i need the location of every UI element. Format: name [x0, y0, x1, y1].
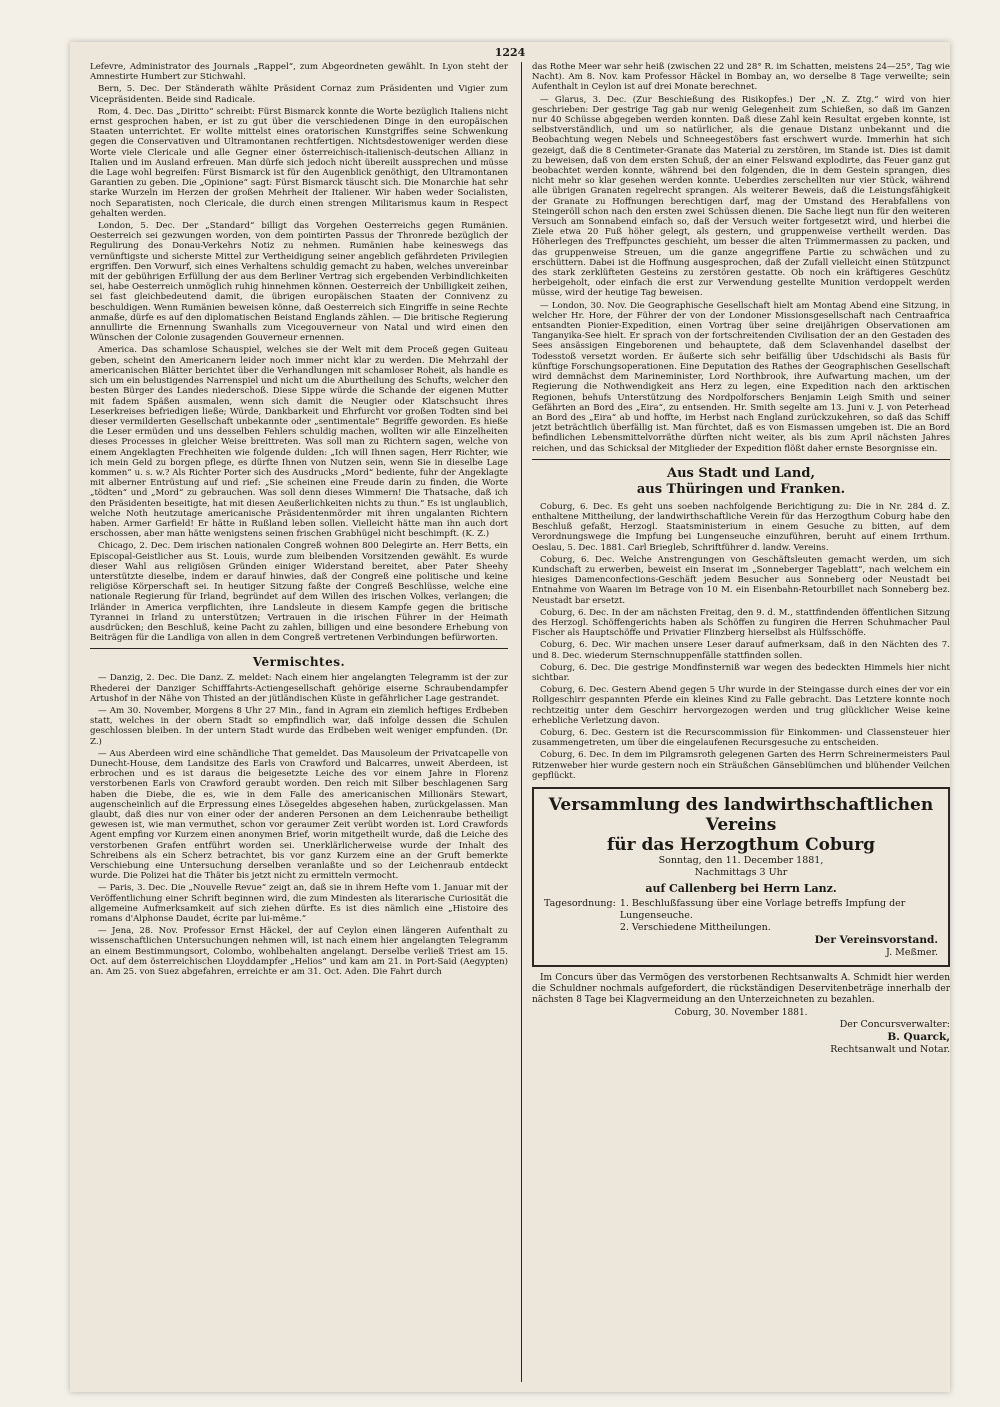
article-agram: — Am 30. November, Morgens 8 Uhr 27 Min., fand in Agram ein ziemlich heftiges Erdbeben statt, welches in der obern Stadt so empfindlich war, daß infolge dessen die Schulen geschlossen bleiben. In der untern Stadt wurde das Erdbeben weit weniger empfunden. (Dr. Z.) [90, 705, 508, 747]
article-bern: Bern, 5. Dec. Der Ständerath wählte Präsident Cornaz zum Präsidenten und Vigier zum Vicepräsidenten. Beide sind Radicale. [90, 84, 508, 105]
ad-signature-role: Der Vereinsvorstand. [814, 934, 938, 946]
meeting-advertisement [532, 787, 950, 967]
ad-date: Sonntag, den 11. December 1881, [658, 855, 824, 866]
article-haeckel-cont: das Rothe Meer war sehr heiß (zwischen 22 und 28° R. im Schatten, meistens 24—25°, Tag wie Nacht). Am 8. Nov. kam Professor Häckel in Bombay an, wo derselbe 8 Tage verweilte; sein Aufenthalt in Ceylon ist auf drei Monate berechnet. [532, 62, 950, 93]
vermischtes-heading: Vermischtes. [252, 655, 346, 670]
ad-agenda-items [620, 898, 938, 934]
ad-time: Nachmittags 3 Uhr [694, 867, 788, 878]
notice-text: Im Concurs über das Vermögen des verstorbenen Rechtsanwalts A. Schmidt hier werden die Schuldner nochmals aufgefordert, die rückständigen Deservitenbeträge innerhalb der nächsten 8 Tage bei Klagvermeidung an den Unterzeichneten zu bezahlen. [532, 973, 950, 1005]
ad-title-line1: Versammlung des landwirthschaftlichen Vereins [548, 795, 934, 835]
local-news-heading [532, 466, 950, 498]
ad-agenda [544, 898, 938, 934]
left-column [90, 62, 508, 1382]
section-divider [532, 459, 950, 460]
notice-date: Coburg, 30. November 1881. [674, 1008, 808, 1018]
article-rom: Rom, 4. Dec. Das „Diritto“ schreibt: Fürst Bismarck konnte die Worte bezüglich Italiens nicht ernst gesprochen haben, er ist zu gut über die verschiedenen Dinge in den europäischen Staaten unterrichtet. Er wollte mittelst eines oratorischen Kunstgriffes seine Schwenkung gegen die Conservativen und Ultramontanen rechtfertigen. Nichtsdestoweniger werden diese Worte viele Clericale und alle Gegner einer österreichisch-italienisch-deutschen Allianz in Italien und im Ausland erfreuen. Man dürfe sich jedoch nicht übereilt aussprechen und müsse die Lage wohl begreifen: Fürst Bismarck ist für den Augenblick genöthigt, den Ultramontanen Garantien zu geben. Die „Opinione“ sagt: Fürst Bismarck täuscht sich. Die Monarchie hat sehr starke Wurzeln im Herzen der großen Mehrheit der Italiener. Wir haben weder Socialisten, noch Separatisten, noch Clericale, die durch einen strengen Militarismus kaum in Respect gehalten werden. [90, 106, 508, 219]
local-news-item: Coburg, 6. Dec. In dem im Pilgramsroth gelegenen Garten des Herrn Schreinermeisters Paul Ritzenweber hier wurde gestern noch ein Sträußchen Gänseblümchen und blühender Veilchen gepflückt. [532, 750, 950, 781]
article-lefevre: Lefevre, Administrator des Journals „Rappel“, zum Abgeordneten gewählt. In Lyon steht der Amnestirte Humbert zur Stichwahl. [90, 62, 508, 83]
local-news-item: Coburg, 6. Dec. In der am nächsten Freitag, den 9. d. M., stattfindenden öffentlichen Sitzung des Herzogl. Schöffengerichts haben als Schöffen zu fungiren die Herren Schuhmacher Paul Fischer als Hauptschöffe und Privatier Flinzberg hierselbst als Hülfsschöffe. [532, 607, 950, 639]
local-news-heading-line2: aus Thüringen und Franken. [636, 481, 846, 497]
local-news-item: Coburg, 6. Dec. Die gestrige Mondfinsterniß war wegen des bedeckten Himmels hier nicht sichtbar. [532, 662, 950, 683]
ad-signature [544, 934, 938, 959]
local-news-item: Coburg, 6. Dec. Welche Anstrengungen von Geschäftsleuten gemacht werden, um sich Kundschaft zu erwerben, beweist ein Inserat im „Sonneberger Tageblatt“, nach welchem ein hiesiges Damenconfections-Geschäft jedem Besucher aus Sonneberg oder Neustadt bei Entnahme von Waaren im Betrage von 10 M. ein Eisenbahn-Retourbillet nach Sonneberg bez. Neustadt bar ersetzt. [532, 554, 950, 606]
column-divider [521, 62, 522, 1382]
section-divider [90, 648, 508, 649]
ad-title-line2: für das Herzogthum Coburg [606, 835, 876, 855]
local-news-item: Coburg, 6. Dec. Wir machen unsere Leser darauf aufmerksam, daß in den Nächten des 7. und 8. Dec. wiederum Sternschnuppenfälle stattfinden sollen. [532, 640, 950, 661]
ad-place: auf Callenberg bei Herrn Lanz. [645, 882, 837, 895]
article-london-geo: — London, 30. Nov. Die Geographische Gesellschaft hielt am Montag Abend eine Sitzung, in welcher Hr. Hore, der Führer der von der Londoner Missionsgesellschaft nach Centraafrica entsandten Pionier-Expedition, einen Vortrag über seine dreijährigen Observationen am Tanganyika-See hielt. Er sprach von der fortschreitenden Civilisation der an den Gestaden des Sees ansässigen Eingeborenen und behauptete, daß dem Sclavenhandel daselbst der Todesstoß versetzt worden. Er äußerte sich sehr beifällig über Udschidschi als Basis für künftige Forschungsoperationen. Eine Deputation des Rathes der Geographischen Gesellschaft wird demnächst dem Marineminister, Lord Northbrook, ihre Aufwartung machen, um der Regierung die Nothwendigkeit ans Herz zu legen, eine Expedition nach den arktischen Regionen, behufs Unterstützung des Nordpolforschers Benjamin Leigh Smith und seiner Gefährten an Bord des „Eira“, zu entsenden. Hr. Smith segelte am 13. Juni v. J. von Peterhead an Bord des „Eira“ ab und hoffte, im Herbst nach England zurückzukehren, so daß das Schiff jetzt beträchtlich überfällig ist. Man fürchtet, daß es von Eismassen umgeben ist. Die an Bord befindlichen Lebensmittelvorräthe dürften nicht weiter, als bis zum April nächsten Jahres reichen, und das Schicksal der Mitglieder der Expedition flößt daher ernste Besorgnisse ein. [532, 300, 950, 454]
notice-signature [532, 1019, 950, 1056]
article-jena: — Jena, 28. Nov. Professor Ernst Häckel, der auf Ceylon einen längeren Aufenthalt zu wissenschaftlichen Untersuchungen nehmen will, ist nach einem hier angelangten Telegramm an einem Bestimmungsort, Colombo, wohlbehalten angelangt. Derselbe verließ Triest am 15. Oct. auf dem österreichischen Lloyddampfer „Helios“ und kam am 21. in Port-Said (Aegypten) an. Am 25. von Suez abgefahren, erreichte er am 31. Oct. Aden. Die Fahrt durch [90, 926, 508, 978]
notice-title: Rechtsanwalt und Notar. [830, 1044, 950, 1055]
notice-role: Der Concursverwalter: [839, 1019, 950, 1030]
ad-agenda-item: 1. Beschlußfassung über eine Vorlage betreffs Impfung der Lungenseuche. [619, 898, 906, 921]
newspaper-page [70, 42, 950, 1392]
ad-agenda-item: 2. Verschiedene Mittheilungen. [619, 922, 771, 933]
article-aberdeen: — Aus Aberdeen wird eine schändliche That gemeldet. Das Mausoleum der Privatcapelle von Dunecht-House, dem Landsitze des Earls von Crawford und Balcarres, unweit Aberdeen, ist erbrochen und es ist daraus die beigesetzte Leiche des vor einem Jahre in Florenz verstorbenen Earls von Crawford geraubt worden. Den reich mit Silber beschlagenen Sarg haben die Diebe, die es, wie in dem Falle des americanischen Millionärs Stewart, augenscheinlich auf die Erpressung eines Lösegeldes abgesehen haben, zurückgelassen. Man glaubt, daß dies nur von einer oder der anderen Personen an dem Leichenraube betheiligt gewesen ist, wie man vermuthet, schon vor geraumer Zeit verübt worden ist. Lord Crawfords Agent empfing vor Kurzem einen anonymen Brief, worin mitgetheilt wurde, daß die Leiche des verstorbenen Grafen entführt worden sei. Unerklärlicherweise wurde der Inhalt des Schreibens als ein Scherz betrachtet, bis vor ganz Kurzem eine an der Gruft bemerkte Verschiebung eine Untersuchung derselben veranlaßte und so der Leichenraub entdeckt wurde. Die Polizei hat die Thäter bis jetzt nicht zu ermitteln vermocht. [90, 748, 508, 882]
local-news-heading-line1: Aus Stadt und Land, [667, 465, 815, 481]
article-london: London, 5. Dec. Der „Standard“ billigt das Vorgehen Oesterreichs gegen Rumänien. Oesterreich sei gezwungen worden, von dem pointirten Passus der Thronrede bezüglich der Regulirung des Donau-Verkehrs Notiz zu nehmen. Rumänien habe keineswegs das vernünftigste und sicherste Mittel zur Vertheidigung seiner angeblich gefährdeten Privilegien ergriffen. Den Vorwurf, sich eines Verhaltens schuldig gemacht zu haben, welches unvereinbar mit der gebührigen Erfüllung der aus dem Berliner Vertrag sich ergebenden Verbindlichkeiten sei, habe Oesterreich unmöglich ruhig hinnehmen können. Oesterreich der Unbilligkeit zeihen, sei fast gleichbedeutend damit, die übrigen europäischen Staaten der Connivenz zu beschuldigen. Wenn Rumänien beweisen könne, daß Oesterreich sich Eingriffe in seine Rechte anmaße, dürfe es auf den diplomatischen Beistand Englands zählen. — Die britische Regierung annullirte die Ernennung Swanhalls zum Vicegouverneur von Natal und wird einen den Wünschen der Colonie zusagenden Gouverneur ernennen. [90, 221, 508, 344]
notice-name: B. Quarck, [887, 1031, 950, 1043]
article-glarus: — Glarus, 3. Dec. (Zur Beschießung des Risikopfes.) Der „N. Z. Ztg.“ wird von hier geschrieben: Der gestrige Tag gab nur wenig Gelegenheit zum Schießen, so daß im Ganzen nur 40 Schüsse abgegeben werden konnten. Daß diese Zahl kein Resultat ergeben konnte, ist selbstverständlich, und um so natürlicher, als die genaue Distanz unbekannt und die Beobachtung wegen Nebels und Schneegestöbers fast erschwert wurde. Immerhin hat sich gezeigt, daß die 8 Centimeter-Granate das Material zu zerstören, im Stande ist. Dies ist damit zu beweisen, daß von dem ersten Schuß, der an einer Felswand explodirte, das Feuer ganz gut beobachtet werden konnte, während bei den folgenden, die in dem Gestein sprangen, dies nicht mehr so klar gesehen werden konnte. Ueberdies zerschellten nur vier Stück, während alle übrigen Granaten regelrecht sprangen. Als weiterer Beweis, daß die Leistungsfähigkeit der Granate zu Hoffnungen berechtigen darf, mag der Umstand des Herabfallens von Steingeröll schon nach den ersten zwei Schüssen dienen. Die Sache liegt nun für den weiteren Versuch am Sonnabend einfach so, daß der Versuch weiter fortgesetzt wird, und hierbei die Ziele etwa 20 Fuß höher gelegt, als gestern, und gruppenweise vertheilt werden. Das Höherlegen des Treffpunctes geschieht, um besser die alten Trümmermassen zu packen, und das gruppenweise Streuen, um die ganze angegriffene Partie zu schwächen und zu erschüttern. Dabei ist die Hoffnung ausgesprochen, daß der Zufall vielleicht einen Stützpunct des stark zerklüfteten Gesteins zu zerstören gestatte. Ob noch ein kräftigeres Geschütz herbeigeholt, oder einfach die erst zur Verwendung gestellte Munition verdoppelt werden müsse, wird der heutige Tag beweisen. [532, 94, 950, 299]
local-news-item: Coburg, 6. Dec. Gestern ist die Recurscommission für Einkommen- und Classensteuer hier zusammengetreten, um über die eingelaufenen Recursgesuche zu entscheiden. [532, 727, 950, 749]
ad-agenda-label: Tagesordnung: [544, 898, 616, 909]
local-news-item: Coburg, 6. Dec. Es geht uns soeben nachfolgende Berichtigung zu: Die in Nr. 284 d. Z. enthaltene Mittheilung, der landwirthschaftliche Verein für das Herzogthum Coburg habe den Beschluß gefaßt, Herzogl. Staatsministerium in einem Gesuche zu bitten, auf dem Verordnungswege die Impfung bei Lungenseuche einzuführen, beruht auf einem Irrthum. Oeslau, 5. Dec. 1881. Carl Briegleb, Schriftführer d. landw. Vereins. [532, 501, 950, 553]
ad-signature-name: J. Meßmer. [886, 947, 938, 958]
page-number: 1224 [494, 46, 526, 59]
article-paris: — Paris, 3. Dec. Die „Nouvelle Revue“ zeigt an, daß sie in ihrem Hefte vom 1. Januar mit der Veröffentlichung einer Schrift beginnen wird, die zum Mindesten als literarische Curiosität die allgemeine Aufmerksamkeit auf sich ziehen dürfte. Es ist dies nämlich eine „Histoire des romans d'Alphonse Daudet, écrite par lui-même.“ [90, 883, 508, 925]
article-america: America. Das schamlose Schauspiel, welches sie der Welt mit dem Proceß gegen Guiteau geben, scheint den Americanern leider noch immer nicht klar zu werden. Die Mehrzahl der americanischen Blätter berichtet über die Verhandlungen mit schamloser Roheit, als handle es sich um ein belustigendes Narrenspiel und nicht um die Aburtheilung des Schufts, welcher den besten Bürger des Landes niederschoß. Diese Sippe würde die Schande der eigenen Mutter mit fadem Späßen ausmalen, wenn sich damit die Neugier oder Klatschsucht ihres Leserkreises befriedigen ließe; Würde, Dankbarkeit und Ehrfurcht vor großen Todten sind bei dieser vermilderten Gesellschaft unbekannte oder „sentimentale“ Begriffe geworden. Es hieße die Leser ermüden und uns desselben Fehlers schuldig machen, wollten wir alle Einzelheiten dieses Processes in gleicher Weise breittreten. Was soll man zu Richtern sagen, welche von einem Angeklagten Frechheiten wie folgende dulden: „Ich will Ihnen sagen, Herr Richter, wie ich mein Geld zu borgen pflege, es dürfte Ihnen von Nutzen sein, wenn Sie in dieselbe Lage kommen“ u. s. w.? Als Richter Porter sich des Ausdrucks „Mord“ bediente, fuhr der Angeklagte mit alberner Entrüstung auf und rief: „Sie scheinen eine Freude darin zu finden, die Worte „tödten“ und „Mord“ zu gebrauchen. Was soll denn dieses Wimmern! Die Thatsache, daß ich den Präsidenten beseitigte, hat mit diesen Aeußerlichkeiten nichts zu thun.“ Es ist unglaublich, welche Noth heutzutage americanische Präsidentenmörder mit ihren ungalanten Richtern haben. Armer Garfield! Er hätte in Rußland leben sollen. Vielleicht hätte man ihn auch dort erschossen, aber man hätte wenigstens seinen frischen Grabhügel nicht beschimpft. (K. Z.) [90, 345, 508, 540]
bankruptcy-notice [532, 973, 950, 1056]
right-column [532, 62, 950, 1382]
article-danzig: — Danzig, 2. Dec. Die Danz. Z. meldet: Nach einem hier angelangten Telegramm ist der zur Rhederei der Danziger Schifffahrts-Actiengesellschaft gehörige eiserne Schraubendampfer Artushof in der Nähe von Thisted an der jütländischen Küste in gefährlicher Lage gestrandet. [90, 673, 508, 704]
article-chicago: Chicago, 2. Dec. Dem irischen nationalen Congreß wohnen 800 Delegirte an. Herr Betts, ein Episcopal-Geistlicher aus St. Louis, wurde zum bleibenden Vorsitzenden gewählt. Es wurde dieser Wahl aus religiösen Gründen einiger Widerstand bereitet, aber Pater Sheehy unterstützte dieselbe, indem er darauf hinwies, daß der Congreß eine politische und keine religiöse Körperschaft sei. In heutiger Sitzung faßte der Congreß Beschlüsse, welche eine nationale Regierung für Irland, begründet auf dem Willen des irischen Volkes, verlangen; die Irländer in America verpflichten, ihre Landsleute in diesem Kampfe gegen die britische Tyrannei in Irland zu unterstützen; Vertrauen in die irischen Führer in der Heimath ausdrücken; den Beschluß, keine Pacht zu zahlen, billigen und eine besondere Erhebung von Beiträgen für die Landliga von allen in dem Congreß vertretenen Verbindungen befürworten. [90, 541, 508, 644]
local-news-item: Coburg, 6. Dec. Gestern Abend gegen 5 Uhr wurde in der Steingasse durch eines der vor ein Rollgeschirr gespannten Pferde ein kleines Kind zu Falle gebracht. Das Letztere konnte noch rechtzeitig unter dem Geschirr hervorgezogen werden und trug glücklicher Weise keine erhebliche Verletzung davon. [532, 685, 950, 726]
